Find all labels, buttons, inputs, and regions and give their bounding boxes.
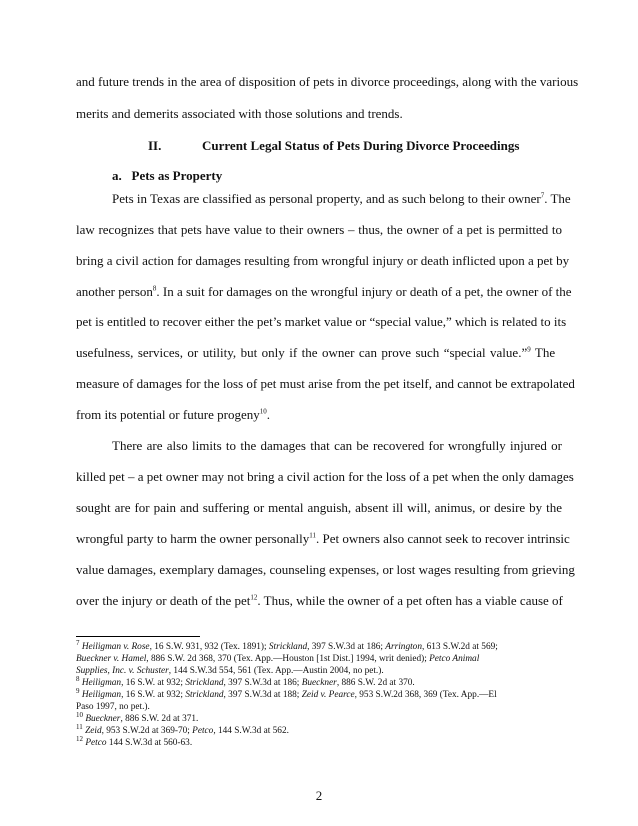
footnote-mark: 11 [309, 531, 316, 540]
footnote-mark: 12 [250, 593, 258, 602]
footnote-8: $^8$ Heiligman, 16 S.W. at 932; Strickland, 397 S.W.3d at 186; Bueckner, 886 S.W. 2d at 370. [76, 674, 415, 688]
body-line: usefulness, services, or utility, but only if the owner can prove such “special value.”$^9$ The [76, 345, 556, 360]
footnote-mark: 10 [259, 407, 267, 416]
body-line: measure of damages for the loss of pet must arise from the pet itself, and cannot be extrapolated [76, 376, 575, 391]
body-line: from its potential or future progeny$^{10}$. [76, 407, 271, 422]
body-line: pet is entitled to recover either the pet’s market value or “special value,” which is related to its [76, 314, 567, 329]
body-line: another person$^8$. In a suit for damages on the wrongful injury or death of a pet, the owner of the [76, 284, 572, 299]
footnote-12: $^{12}$ Petco 144 S.W.3d at 560-63. [76, 734, 193, 748]
body-line: Pets in Texas are classified as personal property, and as such belong to their owner$^7$. The [112, 191, 571, 206]
footnote-7-cont: Bueckner v. Hamel, 886 S.W. 2d 368, 370 (Tex. App.—Houston [1st Dist.] 1994, writ denied); Petco Animal [76, 654, 480, 664]
body-line: merits and demerits associated with those solutions and trends. [76, 106, 403, 121]
footnote-9: $^9$ Heiligman, 16 S.W. at 932; Strickland, 397 S.W.3d at 188; Zeid v. Pearce, 953 S.W.2d 368, 369 (Tex. App.—El [76, 686, 497, 700]
footnote-10: $^{10}$ Bueckner, 886 S.W. 2d at 371. [76, 710, 199, 724]
footnote-mark: 9 [527, 345, 531, 354]
body-line: There are also limits to the damages that can be recovered for wrongfully injured or [112, 438, 562, 453]
footnote-9-cont: Paso 1997, no pet.). [76, 702, 150, 712]
footnote-separator [76, 636, 200, 637]
body-line: killed pet – a pet owner may not bring a civil action for the loss of a pet when the only damages [76, 469, 574, 484]
page-number: 2 [315, 788, 323, 803]
body-line: sought are for pain and suffering or mental anguish, absent ill will, animus, or desire by the [76, 500, 562, 515]
body-line: law recognizes that pets have value to their owners – thus, the owner of a pet is permitted to [76, 222, 562, 237]
body-line: wrongful party to harm the owner personally$^{11}$. Pet owners also cannot seek to recover intrinsic [76, 531, 570, 546]
subheading: a. Pets as Property [112, 168, 223, 183]
section-heading: Current Legal Status of Pets During Divorce Proceedings [202, 138, 520, 153]
footnote-7-cont: Supplies, Inc. v. Schuster, 144 S.W.3d 554, 561 (Tex. App.—Austin 2004, no pet.). [76, 666, 384, 676]
body-line: over the injury or death of the pet$^{12}$. Thus, while the owner of a pet often has a viable cause of [76, 593, 563, 608]
footnote-mark: 8 [152, 284, 157, 293]
footnote-7: $^7$ Heiligman v. Rose, 16 S.W. 931, 932 (Tex. 1891); Strickland, 397 S.W.3d at 186; Arrington, 613 S.W.2d at 569; [76, 638, 498, 652]
body-line: bring a civil action for damages resulting from wrongful injury or death inflicted upon a pet by [76, 253, 570, 268]
footnote-mark: 7 [540, 191, 545, 200]
section-heading-number: II. [148, 138, 162, 153]
body-line: and future trends in the area of disposition of pets in divorce proceedings, along with the various [76, 74, 579, 89]
footnote-11: $^{11}$ Zeid, 953 S.W.2d at 369-70; Petco, 144 S.W.3d at 562. [76, 722, 289, 736]
body-line: value damages, exemplary damages, counseling expenses, or lost wages resulting from grieving [76, 562, 575, 577]
